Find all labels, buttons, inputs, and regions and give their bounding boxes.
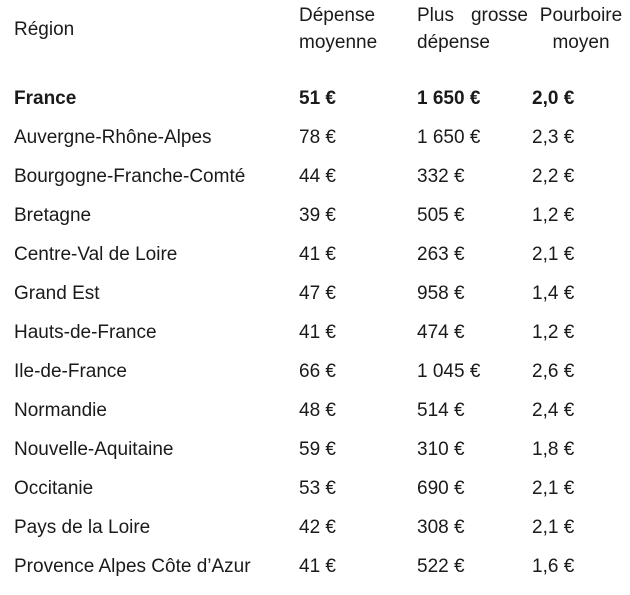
region-cell: Pays de la Loire (14, 516, 151, 538)
avg-spend-cell: 41 € (299, 321, 336, 343)
avg-tip-cell: 1,2 € (532, 321, 575, 343)
avg-tip-cell: 2,1 € (532, 243, 575, 265)
avg-spend-cell: 48 € (299, 399, 336, 421)
avg-spend-cell: 53 € (299, 477, 336, 499)
column-header-depense-moyenne: Dépense moyenne (299, 5, 378, 53)
table-row (14, 469, 630, 508)
region-cell: Centre-Val de Loire (14, 243, 178, 265)
table-header (14, 0, 630, 58)
header-spacer (14, 58, 630, 79)
table-row (14, 391, 630, 430)
region-cell: Ile-de-France (14, 360, 127, 382)
table-row (14, 430, 630, 469)
region-cell: Occitanie (14, 477, 94, 499)
table-row (14, 196, 630, 235)
max-spend-cell: 332 € (417, 165, 465, 187)
avg-spend-cell: 66 € (299, 360, 336, 382)
table-row (14, 157, 630, 196)
table-row (14, 274, 630, 313)
table-row (14, 352, 630, 391)
avg-spend-cell: 44 € (299, 165, 336, 187)
avg-tip-cell: 1,4 € (532, 282, 575, 304)
avg-spend-cell: 59 € (299, 438, 336, 460)
column-header-region: Région (14, 18, 75, 40)
table-row-france (14, 79, 630, 118)
max-spend-cell: 1 650 € (417, 87, 481, 109)
max-spend-cell: 514 € (417, 399, 465, 421)
avg-tip-cell: 1,6 € (532, 555, 575, 577)
avg-tip-cell: 2,4 € (532, 399, 575, 421)
avg-spend-cell: 78 € (299, 126, 336, 148)
table-row (14, 508, 630, 547)
avg-tip-cell: 2,0 € (532, 87, 575, 109)
max-spend-cell: 522 € (417, 555, 465, 577)
avg-tip-cell: 1,2 € (532, 204, 575, 226)
avg-spend-cell: 42 € (299, 516, 336, 538)
avg-tip-cell: 2,3 € (532, 126, 575, 148)
table-row (14, 547, 630, 586)
region-cell: Normandie (14, 399, 107, 421)
region-cell: France (14, 87, 77, 109)
avg-tip-cell: 2,1 € (532, 477, 575, 499)
max-spend-cell: 690 € (417, 477, 465, 499)
avg-spend-cell: 39 € (299, 204, 336, 226)
avg-spend-cell: 47 € (299, 282, 336, 304)
avg-tip-cell: 2,6 € (532, 360, 575, 382)
max-spend-cell: 310 € (417, 438, 465, 460)
regions-spending-table (14, 0, 630, 586)
avg-tip-cell: 2,1 € (532, 516, 575, 538)
avg-tip-cell: 2,2 € (532, 165, 575, 187)
max-spend-cell: 505 € (417, 204, 465, 226)
column-header-plus-grosse-depense: Plus grosse dépense (417, 5, 528, 53)
avg-tip-cell: 1,8 € (532, 438, 575, 460)
region-cell: Bourgogne-Franche-Comté (14, 165, 246, 187)
max-spend-cell: 1 045 € (417, 360, 481, 382)
column-header-pourboire-moyen-label: Pourboire moyen (539, 5, 623, 53)
column-header-pourboire-moyen (532, 0, 630, 58)
avg-spend-cell: 41 € (299, 555, 336, 577)
table-row (14, 235, 630, 274)
region-cell: Auvergne-Rhône-Alpes (14, 126, 212, 148)
max-spend-cell: 263 € (417, 243, 465, 265)
table-row (14, 313, 630, 352)
region-cell: Grand Est (14, 282, 100, 304)
region-cell: Bretagne (14, 204, 92, 226)
max-spend-cell: 1 650 € (417, 126, 481, 148)
region-cell: Provence Alpes Côte d’Azur (14, 555, 251, 577)
region-cell: Nouvelle-Aquitaine (14, 438, 174, 460)
max-spend-cell: 474 € (417, 321, 465, 343)
avg-spend-cell: 41 € (299, 243, 336, 265)
avg-spend-cell: 51 € (299, 87, 336, 109)
region-cell: Hauts-de-France (14, 321, 157, 343)
max-spend-cell: 308 € (417, 516, 465, 538)
table-row (14, 118, 630, 157)
max-spend-cell: 958 € (417, 282, 465, 304)
